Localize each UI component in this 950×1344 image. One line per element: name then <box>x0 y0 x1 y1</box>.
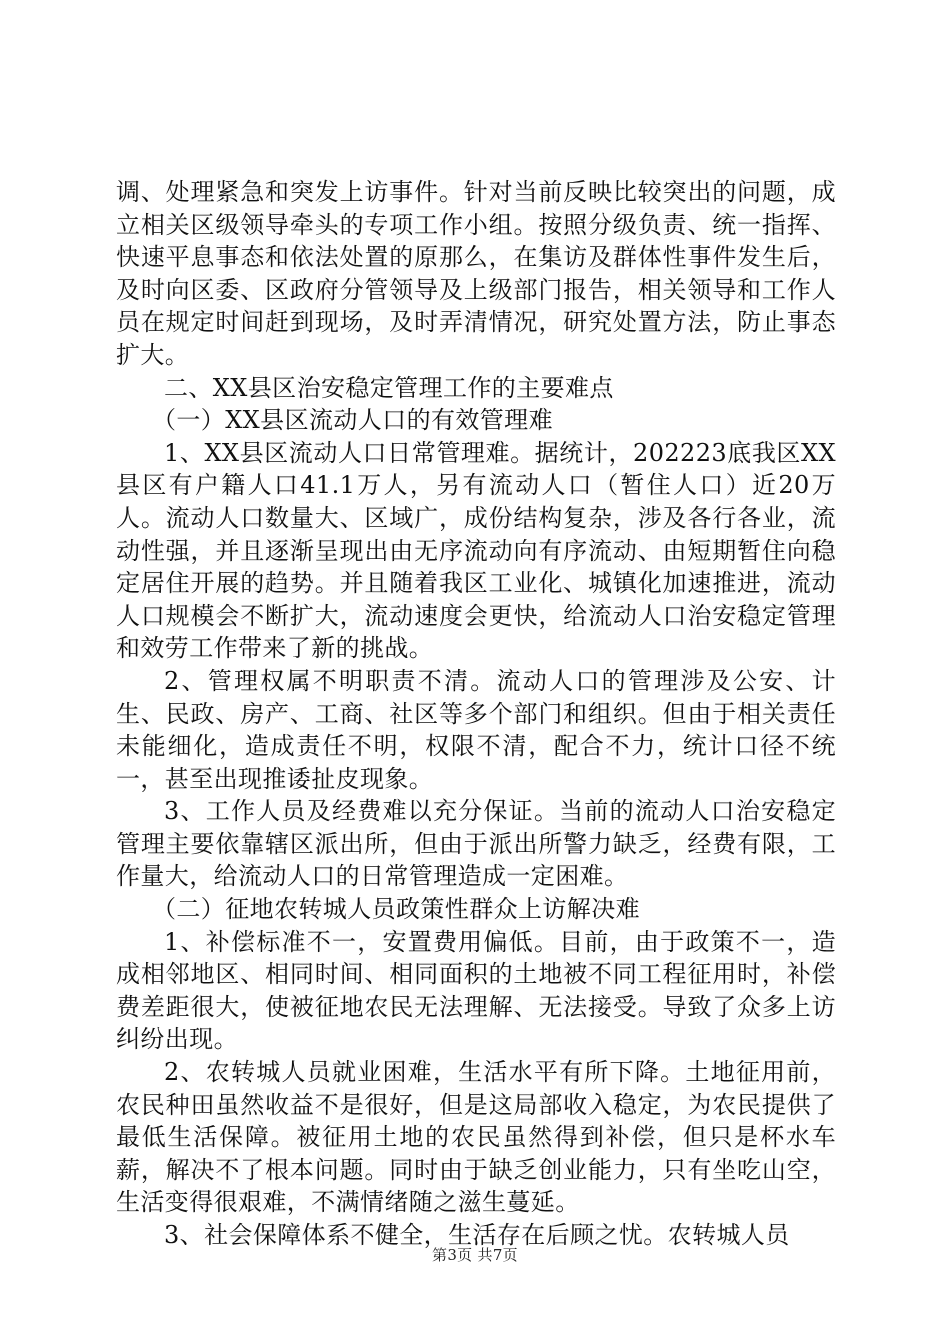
paragraph-continuation: 调、处理紧急和突发上访事件。针对当前反映比较突出的问题，成立相关区级领导牵头的专项工作小组。按照分级负责、统一指挥、快速平息事态和依法处置的原那么，在集访及群体性事件发生后，及时向区委、区政府分管领导及上级部门报告，相关领导和工作人员在规定时间赶到现场，及时弄清情况，研究处置方法，防止事态扩大。 <box>116 178 836 369</box>
page-footer: 第3页 共7页 <box>432 1246 518 1264</box>
paragraph-item-2-1: 1、补偿标准不一，安置费用偏低。目前，由于政策不一，造成相邻地区、相同时间、相同面积的土地被不同工程征用时，补偿费差距很大，使被征地农民无法理解、无法接受。导致了众多上访纠纷出现。 <box>116 927 836 1054</box>
section-heading-2: 二、XX县区治安稳定管理工作的主要难点 <box>164 373 614 402</box>
paragraph-item-1-2: 2、管理权属不明职责不清。流动人口的管理涉及公安、计生、民政、房产、工商、社区等多个部门和组织。但由于相关责任未能细化，造成责任不明，权限不清，配合不力，统计口径不统一，甚至出现推诿扯皮现象。 <box>116 666 836 793</box>
paragraph-item-2-2: 2、农转城人员就业困难，生活水平有所下降。土地征用前，农民种田虽然收益不是很好，但是这局部收入稳定，为农民提供了最低生活保障。被征用土地的农民虽然得到补偿，但只是杯水车薪，解决不了根本问题。同时由于缺乏创业能力，只有坐吃山空，生活变得很艰难，不满情绪随之滋生蔓延。 <box>116 1058 836 1217</box>
paragraph-item-1-1: 1、XX县区流动人口日常管理难。据统计，202223底我区XX县区有户籍人口41.1万人，另有流动人口（暂住人口）近20万人。流动人口数量大、区域广，成份结构复杂，涉及各行各业，流动性强，并且逐渐呈现出由无序流动向有序流动、由短期暂住向稳定居住开展的趋势。并且随着我区工业化、城镇化加速推进，流动人口规模会不断扩大，流动速度会更快，给流动人口治安稳定管理和效劳工作带来了新的挑战。 <box>116 438 836 663</box>
subsection-heading-2: （二）征地农转城人员政策性群众上访解决难 <box>152 895 640 924</box>
paragraph-item-2-3: 3、社会保障体系不健全，生活存在后顾之忧。农转城人员 <box>164 1221 790 1249</box>
document-body <box>116 176 836 1252</box>
subsection-heading-1: （一）XX县区流动人口的有效管理难 <box>152 406 553 435</box>
paragraph-item-1-3: 3、工作人员及经费难以充分保证。当前的流动人口治安稳定管理主要依靠辖区派出所，但由于派出所警力缺乏，经费有限，工作量大，给流动人口的日常管理造成一定困难。 <box>116 797 836 891</box>
